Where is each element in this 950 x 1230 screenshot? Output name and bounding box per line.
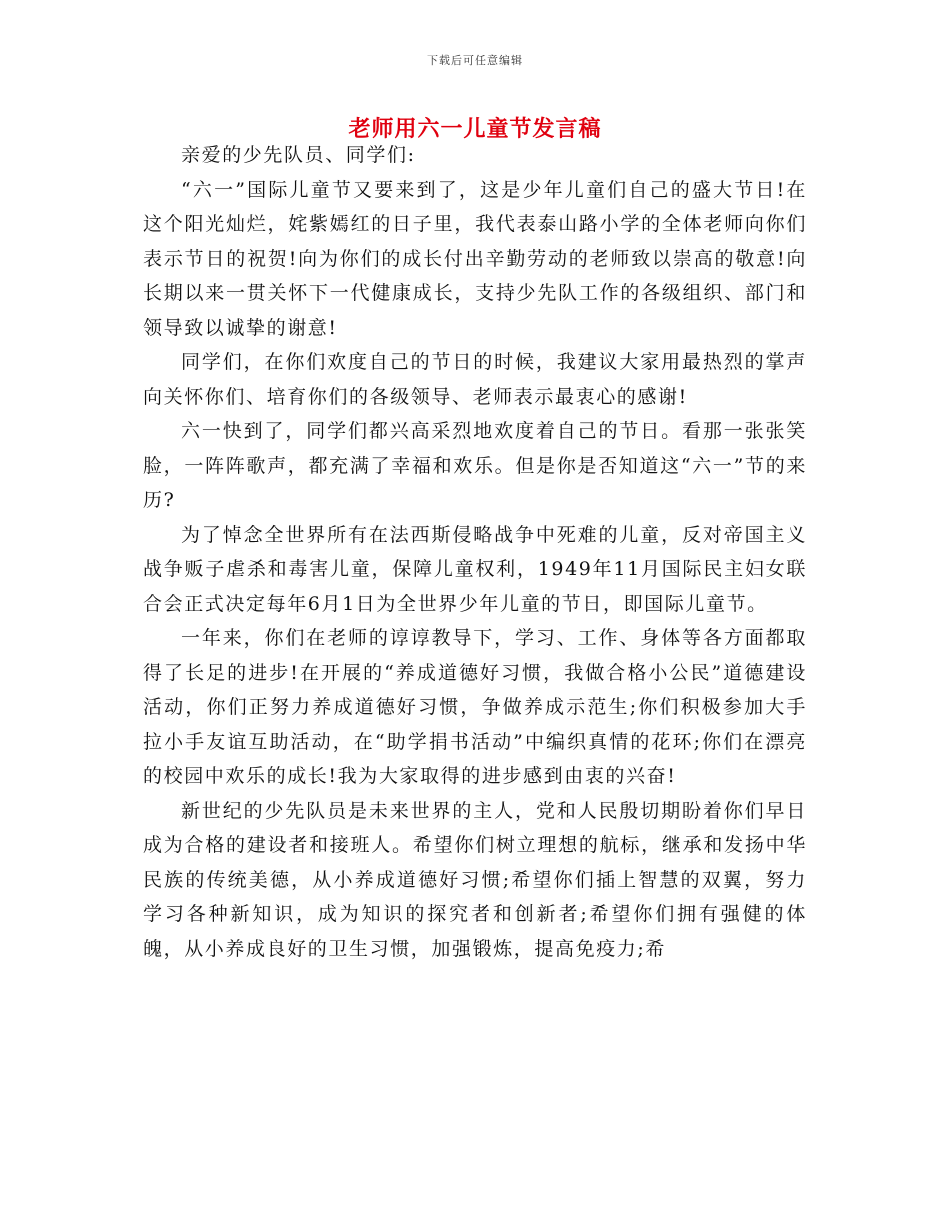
paragraph: 同学们，在你们欢度自己的节日的时候，我建议大家用最热烈的掌声向关怀你们、培育你们的各级领导、老师表示最衷心的感谢! (143, 351, 807, 408)
paragraph: “六一”国际儿童节又要来到了，这是少年儿童们自己的盛大节日!在这个阳光灿烂，姹紫嫣红的日子里，我代表泰山路小学的全体老师向你们表示节日的祝贺!向为你们的成长付出辛勤劳动的老师致以崇高的敬意!向长期以来一贯关怀下一代健康成长，支持少先队工作的各级组织、部门和领导致以诚挚的谢意! (143, 178, 807, 339)
document-body (143, 138, 807, 966)
paragraph: 新世纪的少先队员是未来世界的主人，党和人民殷切期盼着你们早日成为合格的建设者和接班人。希望你们树立理想的航标，继承和发扬中华民族的传统美德，从小养成道德好习惯;希望你们插上智慧的双翼，努力学习各种新知识，成为知识的探究者和创新者;希望你们拥有强健的体魄，从小养成良好的卫生习惯，加强锻炼，提高免疫力;希 (143, 799, 807, 960)
paragraph: 六一快到了，同学们都兴高采烈地欢度着自己的节日。看那一张张笑脸，一阵阵歌声，都充满了幸福和欢乐。但是你是否知道这“六一”节的来历? (143, 420, 807, 511)
paragraph: 一年来，你们在老师的谆谆教导下，学习、工作、身体等各方面都取得了长足的进步!在开展的“养成道德好习惯，我做合格小公民”道德建设活动，你们正努力养成道德好习惯，争做养成示范生;你们积极参加大手拉小手友谊互助活动，在“助学捐书活动”中编织真情的花环;你们在漂亮的校园中欢乐的成长!我为大家取得的进步感到由衷的兴奋! (143, 627, 807, 787)
header-note: 下载后可任意编辑 (427, 54, 523, 67)
paragraph: 为了悼念全世界所有在法西斯侵略战争中死难的儿童，反对帝国主义战争贩子虐杀和毒害儿童，保障儿童权利，1949年11月国际民主妇女联合会正式决定每年6月1日为全世界少年儿童的节日，即国际儿童节。 (143, 523, 807, 615)
page-title: 老师用六一儿童节发言稿 (348, 116, 602, 142)
paragraph-greeting: 亲爱的少先队员、同学们: (181, 144, 416, 166)
